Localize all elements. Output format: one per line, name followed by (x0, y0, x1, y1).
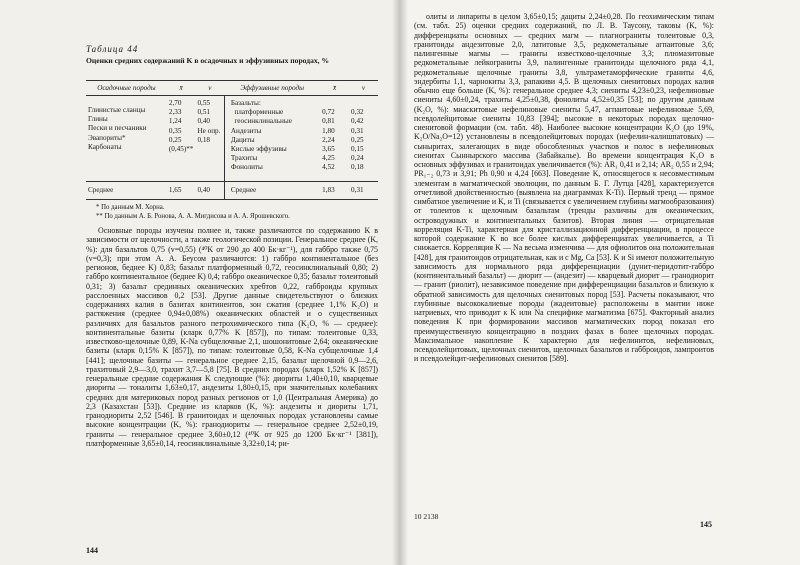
right-page (400, 0, 800, 565)
effusive-names: Базальты: платформенные геосинклинальные Андезиты Дациты Кислые эффузивы Трахиты Фонолиты (224, 96, 320, 182)
effusive-means: 0,72 0,81 1,80 2,24 3,65 4,25 4,52 (322, 108, 335, 172)
total-mean-sed: 1,65 (167, 181, 196, 199)
total-label-sed: Среднее (86, 181, 167, 199)
page-number-right: 145 (700, 520, 712, 529)
table-title: Таблица 44 (86, 44, 139, 54)
total-label-eff: Среднее (224, 181, 320, 199)
table-body-row (86, 96, 378, 182)
book-gutter (392, 0, 408, 565)
total-v-eff: 0,31 (349, 181, 378, 199)
header-mean-eff: x̄ (320, 81, 349, 96)
header-mean-sed: x̄ (167, 81, 196, 96)
right-body-text: олиты и липариты в целом 3,65±0,15; дациты 2,24±0,28. По геохимическим типам (см. табл. 25) оценки средних содержаний, по Л. В. Таусону, таковы (K, %): дифференциаты основных — средних магм — плагиограниты толеитовые 0,3, гранитоиды андезитовые 2,0, латитовые 3,5, редкометальные агпаитовые 3,6; палингенные магмы — граниты известково-щелочные 3,3; плюмазитовые редкометальные лейкограниты 3,9, палингенные гранитоиды щелочного ряда 4,1, редкометальные щелочные граниты 3,8, ультраметаморфические граниты 4,6, эндербиты 1,1, чарнокиты 3,3, рапакиви 4,5. В щелочных сиенитовых породах калия обычно еще больше (K, %): генеральное среднее 4,3; сиениты 4,23±0,23, нефелиновые сиениты 4,60±0,24, трахиты 4,25±0,38, фонолиты 4,52±0,35 [53]; по другим данным (K₂O, %): миаскитовые нефелиновые сиениты 5,47, агпаитовые нефелиновые 5,69, псевдолейцитовые сиениты 10,83 [394]; высокие в некоторых породах щелочно-сиенитовой формации (см. табл. 48). Наиболее высокие концентрации K₂O (до 19%, K₂O/Na₂O=12) установлены в псевдолейцитовых породах (нефелин-калишпатовых) — сыныритах, залегающих в виде обособленных участков и полос в нефелиновых сиенитах Сыннырского массива (Забайкалье). Во времени концентрация K₂O в основных эффузивах и гранитоидах увеличивается (%): AR₁ 0,41 и 2,14; AR₂ 0,55 и 2,94; PR₁₋₂ 0,73 и 3,91; Ph 0,90 и 4,24 [663]. Поведение K, относящегося к несовместимым элементам в магматической эволюции, по данным Б. Г. Лутца [428], характеризуется отчетливой двойственностью (выявлена на диаграммах K-Ti). Первый тренд — прямое симбатное увеличение и K, и Ti (связывается с увеличением глубины магмообразования) от толеитов к щелочным базальтам (тренды различны для океанических, островодужных и континентальных базитов). Вторая линия — отрицательная корреляция K-Ti, характерная для кристаллизационной дифференциации, в процессе которой содержание K во все более кислых дифференциатах увеличивается, а Ti снижается. Корреляция K — Na весьма изменчива — для офиолитов она положительная [428], для гранитоидов отрицательная, как и с Mg, Ca [53]. K и Si имеют положительную зависимость для нормального ряда дифференциации (дунит-перидотит-габбро (континентальный базальт) — диорит — (андезит) — кварцевый диорит — гранодиорит — гранит (риолит), независимое поведение при дифференциации базальтов и близкую к обратной зависимость для щелочных сиенитовых пород [53]. Расчеты показывают, что глубинные высококалиевые породы (жадеитовые) расположены в мантии ниже натриевых, что приводит к K или Na специфике магматизма [675]. Факторный анализ поведения K при формировании массивов магматических пород показал его преимущественную концентрацию в поздних фазах в более щелочных породах. Максимальное накопление K характерно для нефелинитов, нефелиновых, псевдолейцитовых, щелочных сиенитов, щелочных базальтов и габброидов, лампроитов и псевдолейцит-нефелиновых сиенитов [589]. (414, 12, 714, 364)
table-caption: Оценки средних содержаний K в осадочных и эффузивных породах, % (86, 56, 330, 65)
table-total-row (86, 181, 378, 199)
table-header-row (86, 81, 378, 96)
header-sedimentary: Осадочные породы (86, 81, 167, 96)
total-v-sed: 0,40 (195, 181, 224, 199)
footnote-horn: * По данным М. Хорна. (96, 204, 165, 211)
footnote-ronov: ** По данным А. Б. Ронова, А. А. Мигдисова и А. А. Ярошевского. (96, 213, 290, 220)
page-number-left: 144 (86, 546, 98, 555)
table-footnotes (96, 203, 376, 221)
header-effusive: Эффузивные породы (224, 81, 320, 96)
header-v-sed: v (195, 81, 224, 96)
total-mean-eff: 1,83 (320, 181, 349, 199)
left-body-text: Основные породы изучены полнее и, также различаются по содержанию K в зависимости от щелочности, а также геологической позиции. Генеральное среднее (K, %): для базальтов 0,75 (v=0,55) (⁴⁰K от 290 до 400 Бк·кг⁻¹), для габбро также 0,75 (v=0,3); при этом А. А. Беусом различаются: 1) габбро континентальное (без регионов, беднее K) 0,83; базальт платформенный 0,72, геосинклинальный 0,80; 2) габбро континентальное (беднее K) 0,4; габбро океаническое 0,35; базальт толеитовый 0,31; 3) базальт срединных океанических хребтов 0,22, габброиды крупных расслоенных массивов 0,2 [53]. Другие данные свидетельствуют о близких содержаниях калия в базитах континентов, зон сжатия (среднее 1,1% K₂O) и растяжения (среднее 0,94±0,08%) океанических областей и о существенных различиях для базальтов разного петрохимического типа (K₂O, % — среднее): континентальные базиты (кларк 0,77% K [857]), по типам: толеитовые 0,33, известково-щелочные 0,89, K-Na субщелочные 2,1, шошонитовые 2,64; океанические базиты (кларк 0,15% K [857]), по типам: толеитовые 0,58, K-Na субщелочные 1,4 [441]; щелочные базиты — генеральное среднее 2,15, базальт щелочной 0,9—2,6, трахитовый 2,9—3,0, трахит 3,7—5,8 [75]. В средних породах (кларк 1,52% K [857]) генеральные средние содержания K следующие (%): диориты 1,40±0,10, кварцевые диориты — тоналиты 1,63±0,17, андезиты 1,80±0,15, при значительных колебаниях средних для материковых пород разных регионов от 1,0 (Центральная Америка) до 2,3 (Казахстан [53]). Средние из кларков (K, %): андезиты и диориты 1,71, гранодиориты 2,52 [546]. В гранитоидах и щелочных породах установлены самые высокие концентрации (K, %): гранодиориты — генеральное среднее 2,52±0,19, граниты — генеральное среднее 3,60±0,12 (⁴⁰K от 925 до 1200 Бк·кг⁻¹ [381]), платформенные 3,65±0,14, геосинклинальные 3,32±0,14; ри- (86, 226, 378, 448)
potassium-table (86, 80, 378, 200)
sedimentary-names: Глинистые сланцы Глины Пески и песчаники Эвапориты* Карбонаты (88, 106, 147, 151)
sedimentary-variation: 0,55 0,51 0,40 Не опр. 0,18 (197, 99, 221, 144)
sedimentary-means: 2,70 2,33 1,24 0,35 0,25 (0,45)** (168, 99, 194, 154)
effusive-variation: 0,32 0,42 0,31 0,25 0,15 0,24 0,18 (351, 108, 364, 172)
printer-signature: 10 2138 (414, 512, 439, 521)
header-v-eff: v (349, 81, 378, 96)
